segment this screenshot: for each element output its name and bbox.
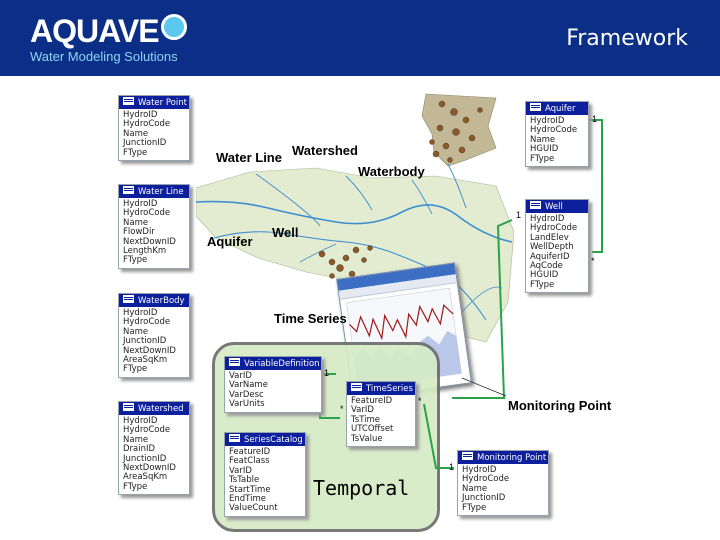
table-icon [350,382,363,392]
table-title: Watershed [138,404,184,414]
field-name: NextDownID [123,345,176,356]
table-title: WaterBody [138,296,185,306]
field-name: HydroCode [530,125,578,136]
aquaveo-logo [30,14,187,64]
temporal-label: Temporal [313,476,410,500]
field-name: Name [123,217,149,228]
series-catalog-table [224,432,306,517]
variable-definition-table [224,356,322,413]
field-name: HGUID [530,144,559,155]
table-header [225,357,321,370]
aquifer-label: Aquifer [207,234,253,249]
table-icon [461,451,474,461]
field-name: JunctionID [123,336,167,347]
water-point-table [118,95,190,161]
table-title: VariableDefinition [244,359,320,369]
cardinality-label: * [591,256,595,266]
field-name: HydroID [123,308,158,318]
field-name: Name [462,483,488,494]
field-name: FType [462,502,487,513]
table-header [526,102,588,115]
field-name: LengthKm [123,246,167,257]
aquifer-well-connector [588,120,602,252]
field-name: LandElev [530,232,569,243]
field-name: AreaSqKm [123,355,168,366]
table-title: Monitoring Point [477,453,547,463]
watershed-label: Watershed [292,143,358,158]
cardinality-label: * [340,404,344,414]
table-header [119,96,189,109]
table-header [458,451,548,464]
field-name: VarID [229,465,252,476]
table-icon [122,185,135,195]
table-header [347,382,415,395]
waterbody-label: Waterbody [358,164,425,179]
time-series-label: Time Series [274,311,347,326]
table-icon [122,402,135,412]
well-table [525,199,589,293]
table-icon [529,200,542,210]
cardinality-label: 1 [592,114,598,124]
field-name: NextDownID [123,236,176,247]
cardinality-label: 1 [324,368,330,378]
field-name: AquiferID [530,251,570,262]
field-name: FeatClass [229,456,270,467]
logo-text: AQUAVE [30,13,159,49]
field-name: TsTable [229,475,260,486]
water-line-table [118,184,190,269]
field-name: Name [123,434,149,445]
table-icon [228,433,241,443]
logo-circle-icon [161,14,187,40]
field-name: HydroID [462,465,497,475]
field-name: AreaSqKm [123,472,168,483]
field-name: VarID [351,405,374,416]
table-header [119,185,189,198]
cardinality-label: 1 [449,462,455,472]
table-icon [122,294,135,304]
watershed-table [118,401,190,495]
field-name: AqCode [530,261,563,272]
table-header [225,433,305,446]
table-icon [529,102,542,112]
field-name: FlowDir [123,227,155,238]
field-name: FType [530,153,555,164]
header-bar [0,0,720,76]
field-name: DrainID [123,444,156,455]
field-name: HydroID [123,110,158,120]
table-title: Water Point [138,98,187,108]
table-header [526,200,588,213]
field-name: WellDepth [530,242,574,253]
field-name: HydroCode [123,425,171,436]
field-name: FType [530,279,555,290]
field-name: HydroCode [462,474,510,485]
field-name: Name [123,128,149,139]
field-name: VarDesc [229,389,264,400]
field-name: TsValue [351,433,383,444]
field-name: HydroCode [123,317,171,328]
field-name: ValueCount [229,503,278,514]
field-name: HydroCode [123,119,171,130]
field-name: HydroCode [123,208,171,219]
monitoring-point-label: Monitoring Point [508,398,612,413]
field-name: HydroID [123,199,158,209]
field-name: JunctionID [123,453,167,464]
time-series-table [346,381,416,447]
field-name: FType [123,481,148,492]
table-icon [228,357,241,367]
field-name: Name [123,326,149,337]
monitoring-point-table [457,450,549,516]
field-name: FType [123,364,148,375]
field-name: Name [530,134,556,145]
field-name: JunctionID [462,493,506,504]
water-body-table [118,293,190,378]
field-name: NextDownID [123,463,176,474]
field-name: VarID [229,371,252,381]
table-title: Water Line [138,187,184,197]
field-name: StartTime [229,484,271,495]
field-name: HydroID [530,214,565,224]
logo-tagline: Water Modeling Solutions [30,49,178,64]
field-name: HydroCode [530,223,578,234]
field-name: HydroID [123,416,158,426]
table-title: SeriesCatalog [244,435,303,445]
field-name: FeatureID [229,447,271,457]
table-title: Aquifer [545,104,576,114]
aquifer-table [525,101,589,167]
field-name: VarName [229,380,268,391]
field-name: HydroID [530,116,565,126]
field-name: EndTime [229,494,266,505]
well-label: Well [272,225,299,240]
field-name: JunctionID [123,138,167,149]
field-name: FeatureID [351,396,393,406]
table-title: TimeSeries [366,384,413,394]
table-header [119,294,189,307]
page-title: Framework [566,26,688,51]
field-name: HGUID [530,270,559,281]
field-name: TsTime [351,414,381,425]
table-header [119,402,189,415]
cardinality-label: * [418,396,422,406]
field-name: UTCOffset [351,424,394,435]
field-name: FType [123,147,148,158]
table-icon [122,96,135,106]
cardinality-label: 1 [516,210,522,220]
field-name: FType [123,255,148,266]
table-title: Well [545,202,563,212]
field-name: VarUnits [229,399,265,410]
water-line-label: Water Line [216,150,282,165]
